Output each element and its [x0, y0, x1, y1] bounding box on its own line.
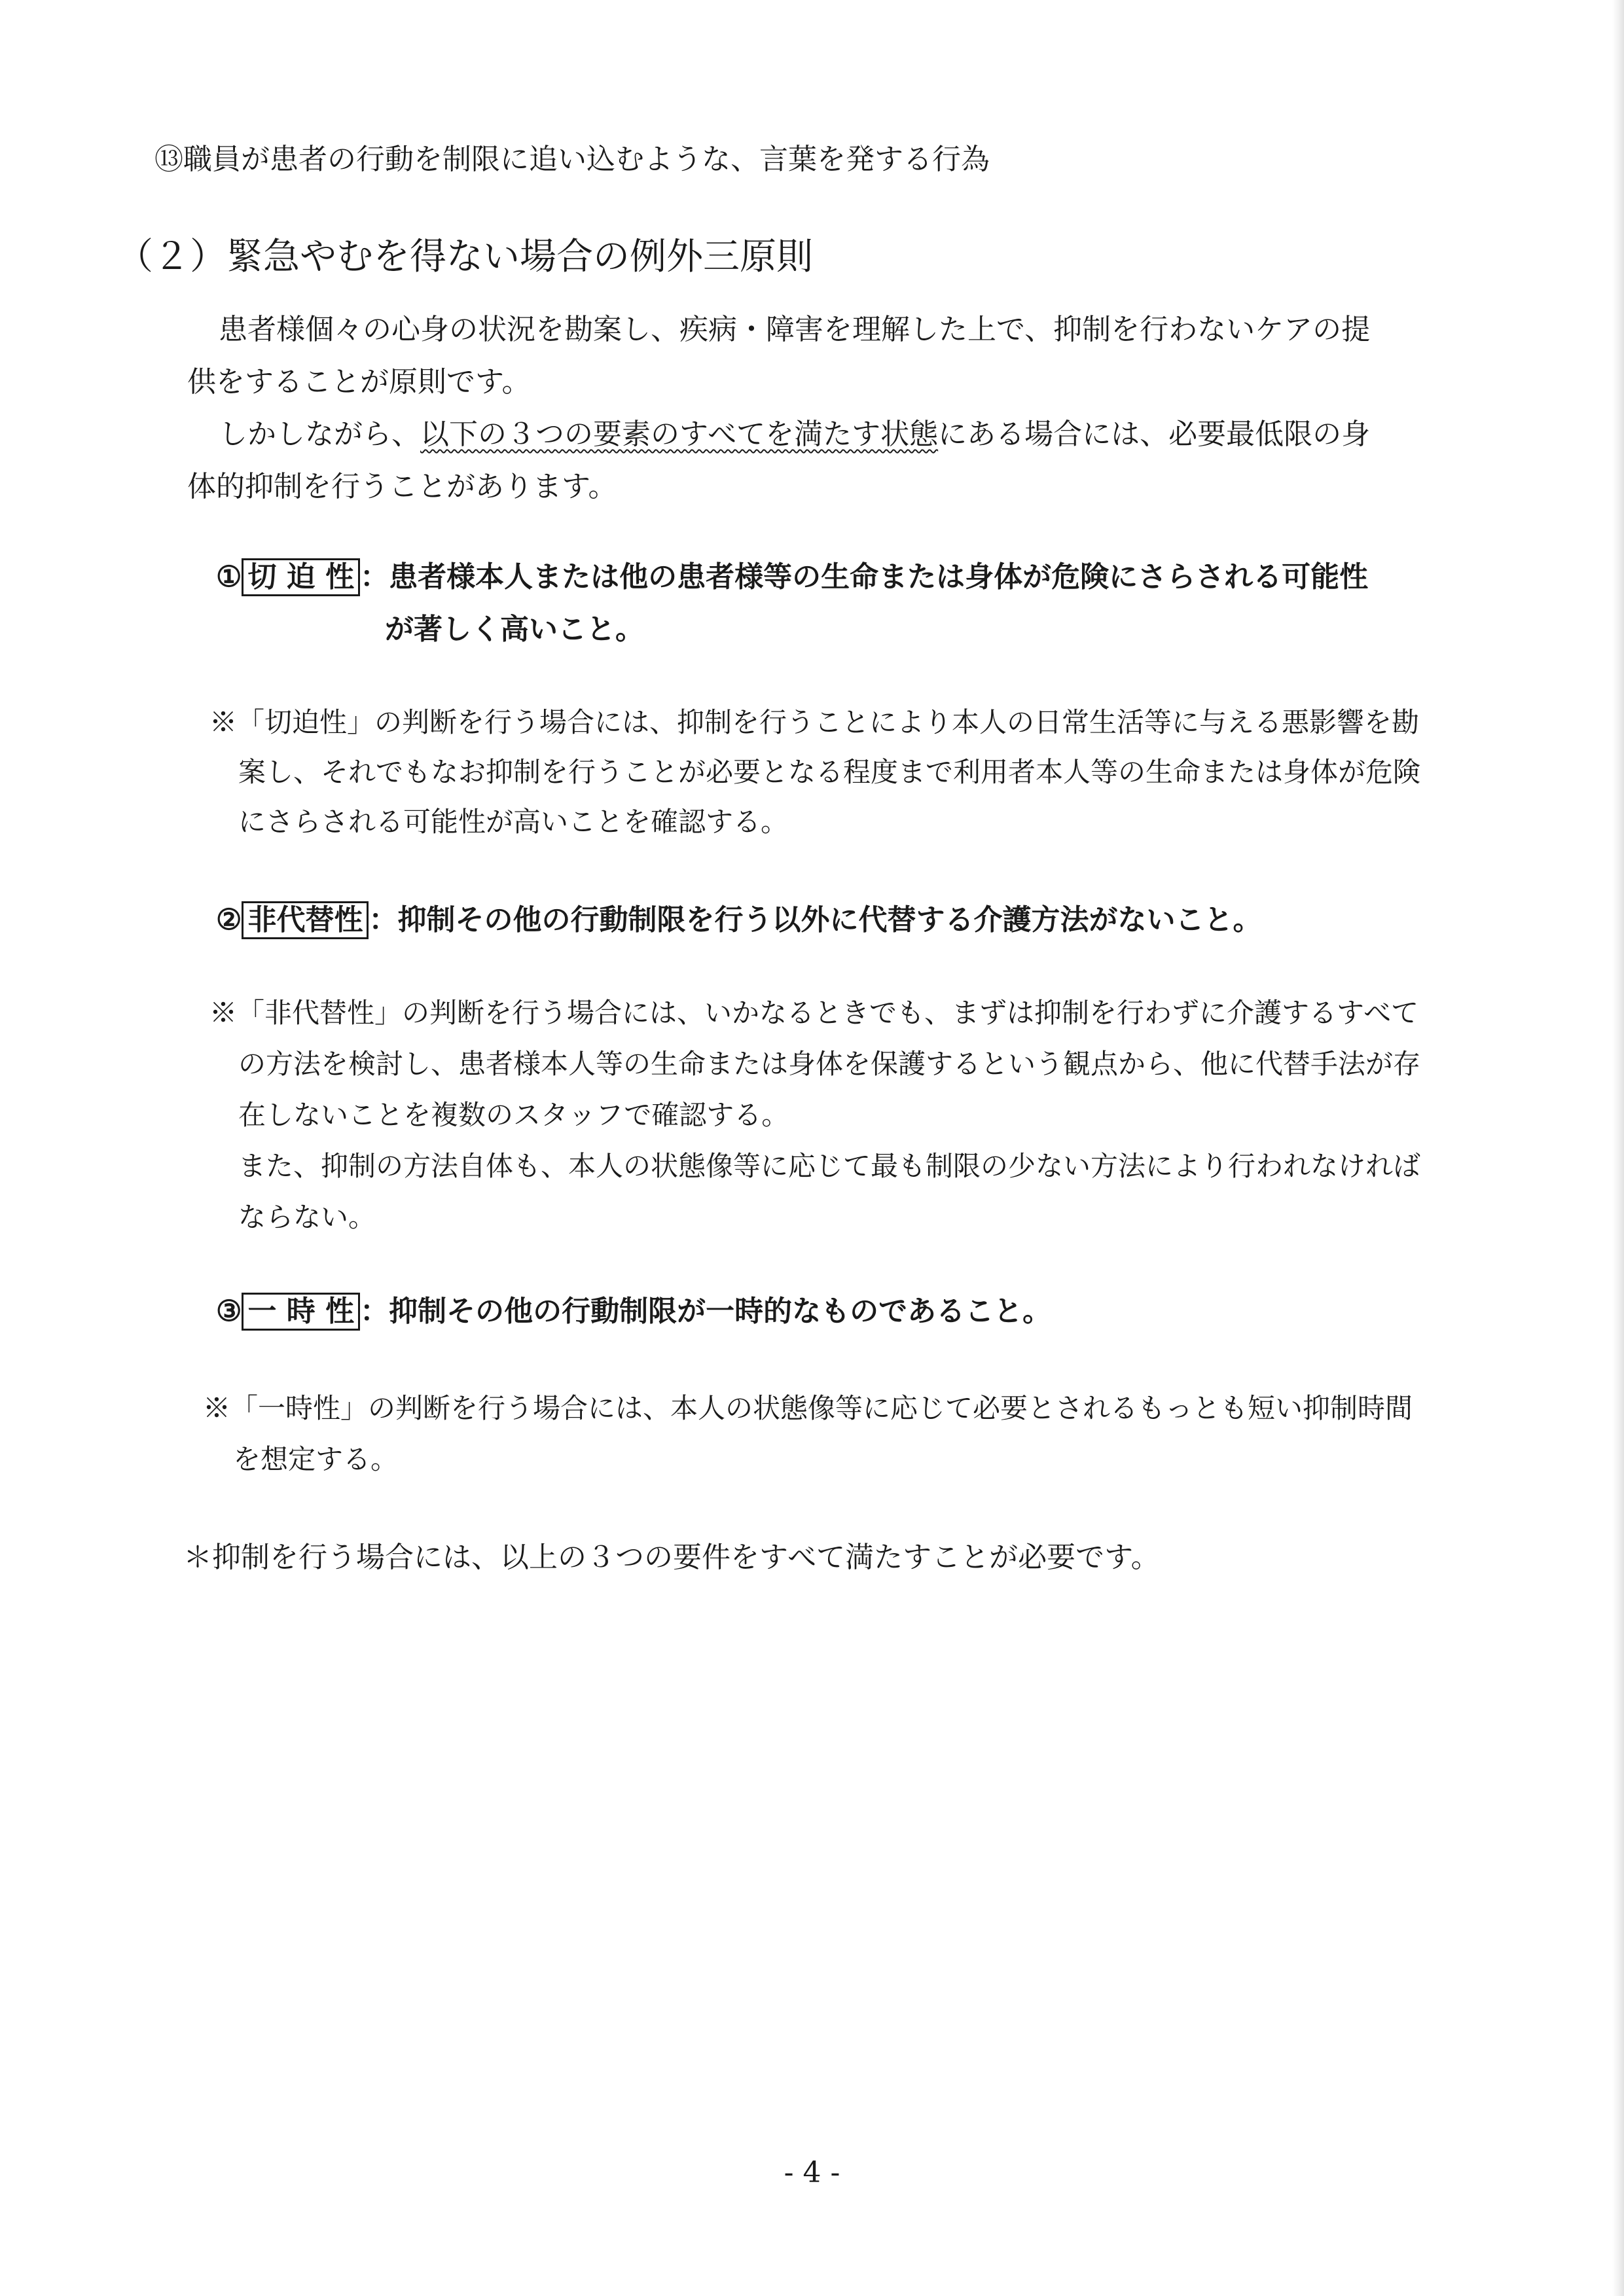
intro-p2-before: しかしながら、	[219, 418, 420, 451]
principle-1-line-1	[216, 558, 1368, 597]
principle-3-marker: ③	[216, 1295, 242, 1328]
principle-1-definition: ：患者様本人または他の患者様等の生命または身体が危険にさらされる可能性	[360, 560, 1369, 594]
principle-3-definition: ：抑制その他の行動制限が一時的なものであること。	[360, 1295, 1052, 1328]
conclusion-statement: ＊抑制を行う場合には、以上の３つの要件をすべて満たすことが必要です。	[183, 1541, 1160, 1574]
principle-2-note-line-1: ※「非代替性」の判断を行う場合には、いかなるときでも、まずは抑制を行わずに介護するすべて	[209, 997, 1419, 1029]
section-title: 緊急やむを得ない場合の例外三原則	[226, 236, 813, 278]
list-item-13: ⑬職員が患者の行動を制限に追い込むような、言葉を発する行為	[154, 143, 990, 176]
principle-2-note-line-5: ならない。	[238, 1201, 376, 1233]
principle-1-line-2: が著しく高いこと。	[385, 613, 644, 646]
principle-3-note-line-1: ※「一時性」の判断を行う場合には、本人の状態像等に応じて必要とされるもっとも短い抑制時間	[203, 1392, 1413, 1424]
principle-2-note-line-2: の方法を検討し、患者様本人等の生命または身体を保護するという観点から、他に代替手法が存	[238, 1048, 1421, 1080]
principle-1-note-line-2: 案し、それでもなお抑制を行うことが必要となる程度まで利用者本人等の生命または身体が危険	[238, 756, 1421, 788]
principle-2-line-1	[216, 901, 1261, 940]
intro-paragraph-1-line-2: 供をすることが原則です。	[187, 365, 531, 399]
intro-paragraph-2-line-2: 体的抑制を行うことがあります。	[187, 470, 617, 503]
intro-paragraph-2-line-1	[219, 415, 1370, 454]
principle-1-marker: ①	[216, 560, 242, 594]
principle-2-term: 非代替性	[242, 901, 369, 939]
principle-3-note-line-2: を想定する。	[233, 1443, 399, 1475]
intro-p2-after: にある場合には、必要最低限の身	[938, 418, 1371, 451]
page-number: - 4 -	[784, 2156, 840, 2189]
principle-1-note-line-3: にさらされる可能性が高いことを確認する。	[238, 806, 789, 838]
intro-paragraph-1-line-1: 患者様個々の心身の状況を勘案し、疾病・障害を理解した上で、抑制を行わないケアの提	[219, 313, 1371, 346]
section-number: （２）	[117, 236, 226, 278]
principle-3-line-1	[216, 1292, 1051, 1331]
principle-2-note-line-4: また、抑制の方法自体も、本人の状態像等に応じて最も制限の少ない方法により行われなければ	[238, 1150, 1421, 1182]
section-heading	[117, 234, 813, 280]
principle-1-note-line-1: ※「切迫性」の判断を行う場合には、抑制を行うことにより本人の日常生活等に与える悪影響を勘	[209, 706, 1420, 738]
scan-shadow-edge	[1612, 0, 1624, 2296]
three-elements-emphasis: 以下の３つの要素のすべてを満たす状態	[420, 418, 939, 451]
principle-2-marker: ②	[216, 903, 242, 937]
principle-2-definition: ：抑制その他の行動制限を行う以外に代替する介護方法がないこと。	[369, 903, 1262, 937]
principle-1-term: 切 迫 性	[242, 558, 360, 596]
principle-3-term: 一 時 性	[242, 1293, 360, 1331]
principle-2-note-line-3: 在しないことを複数のスタッフで確認する。	[238, 1099, 789, 1131]
